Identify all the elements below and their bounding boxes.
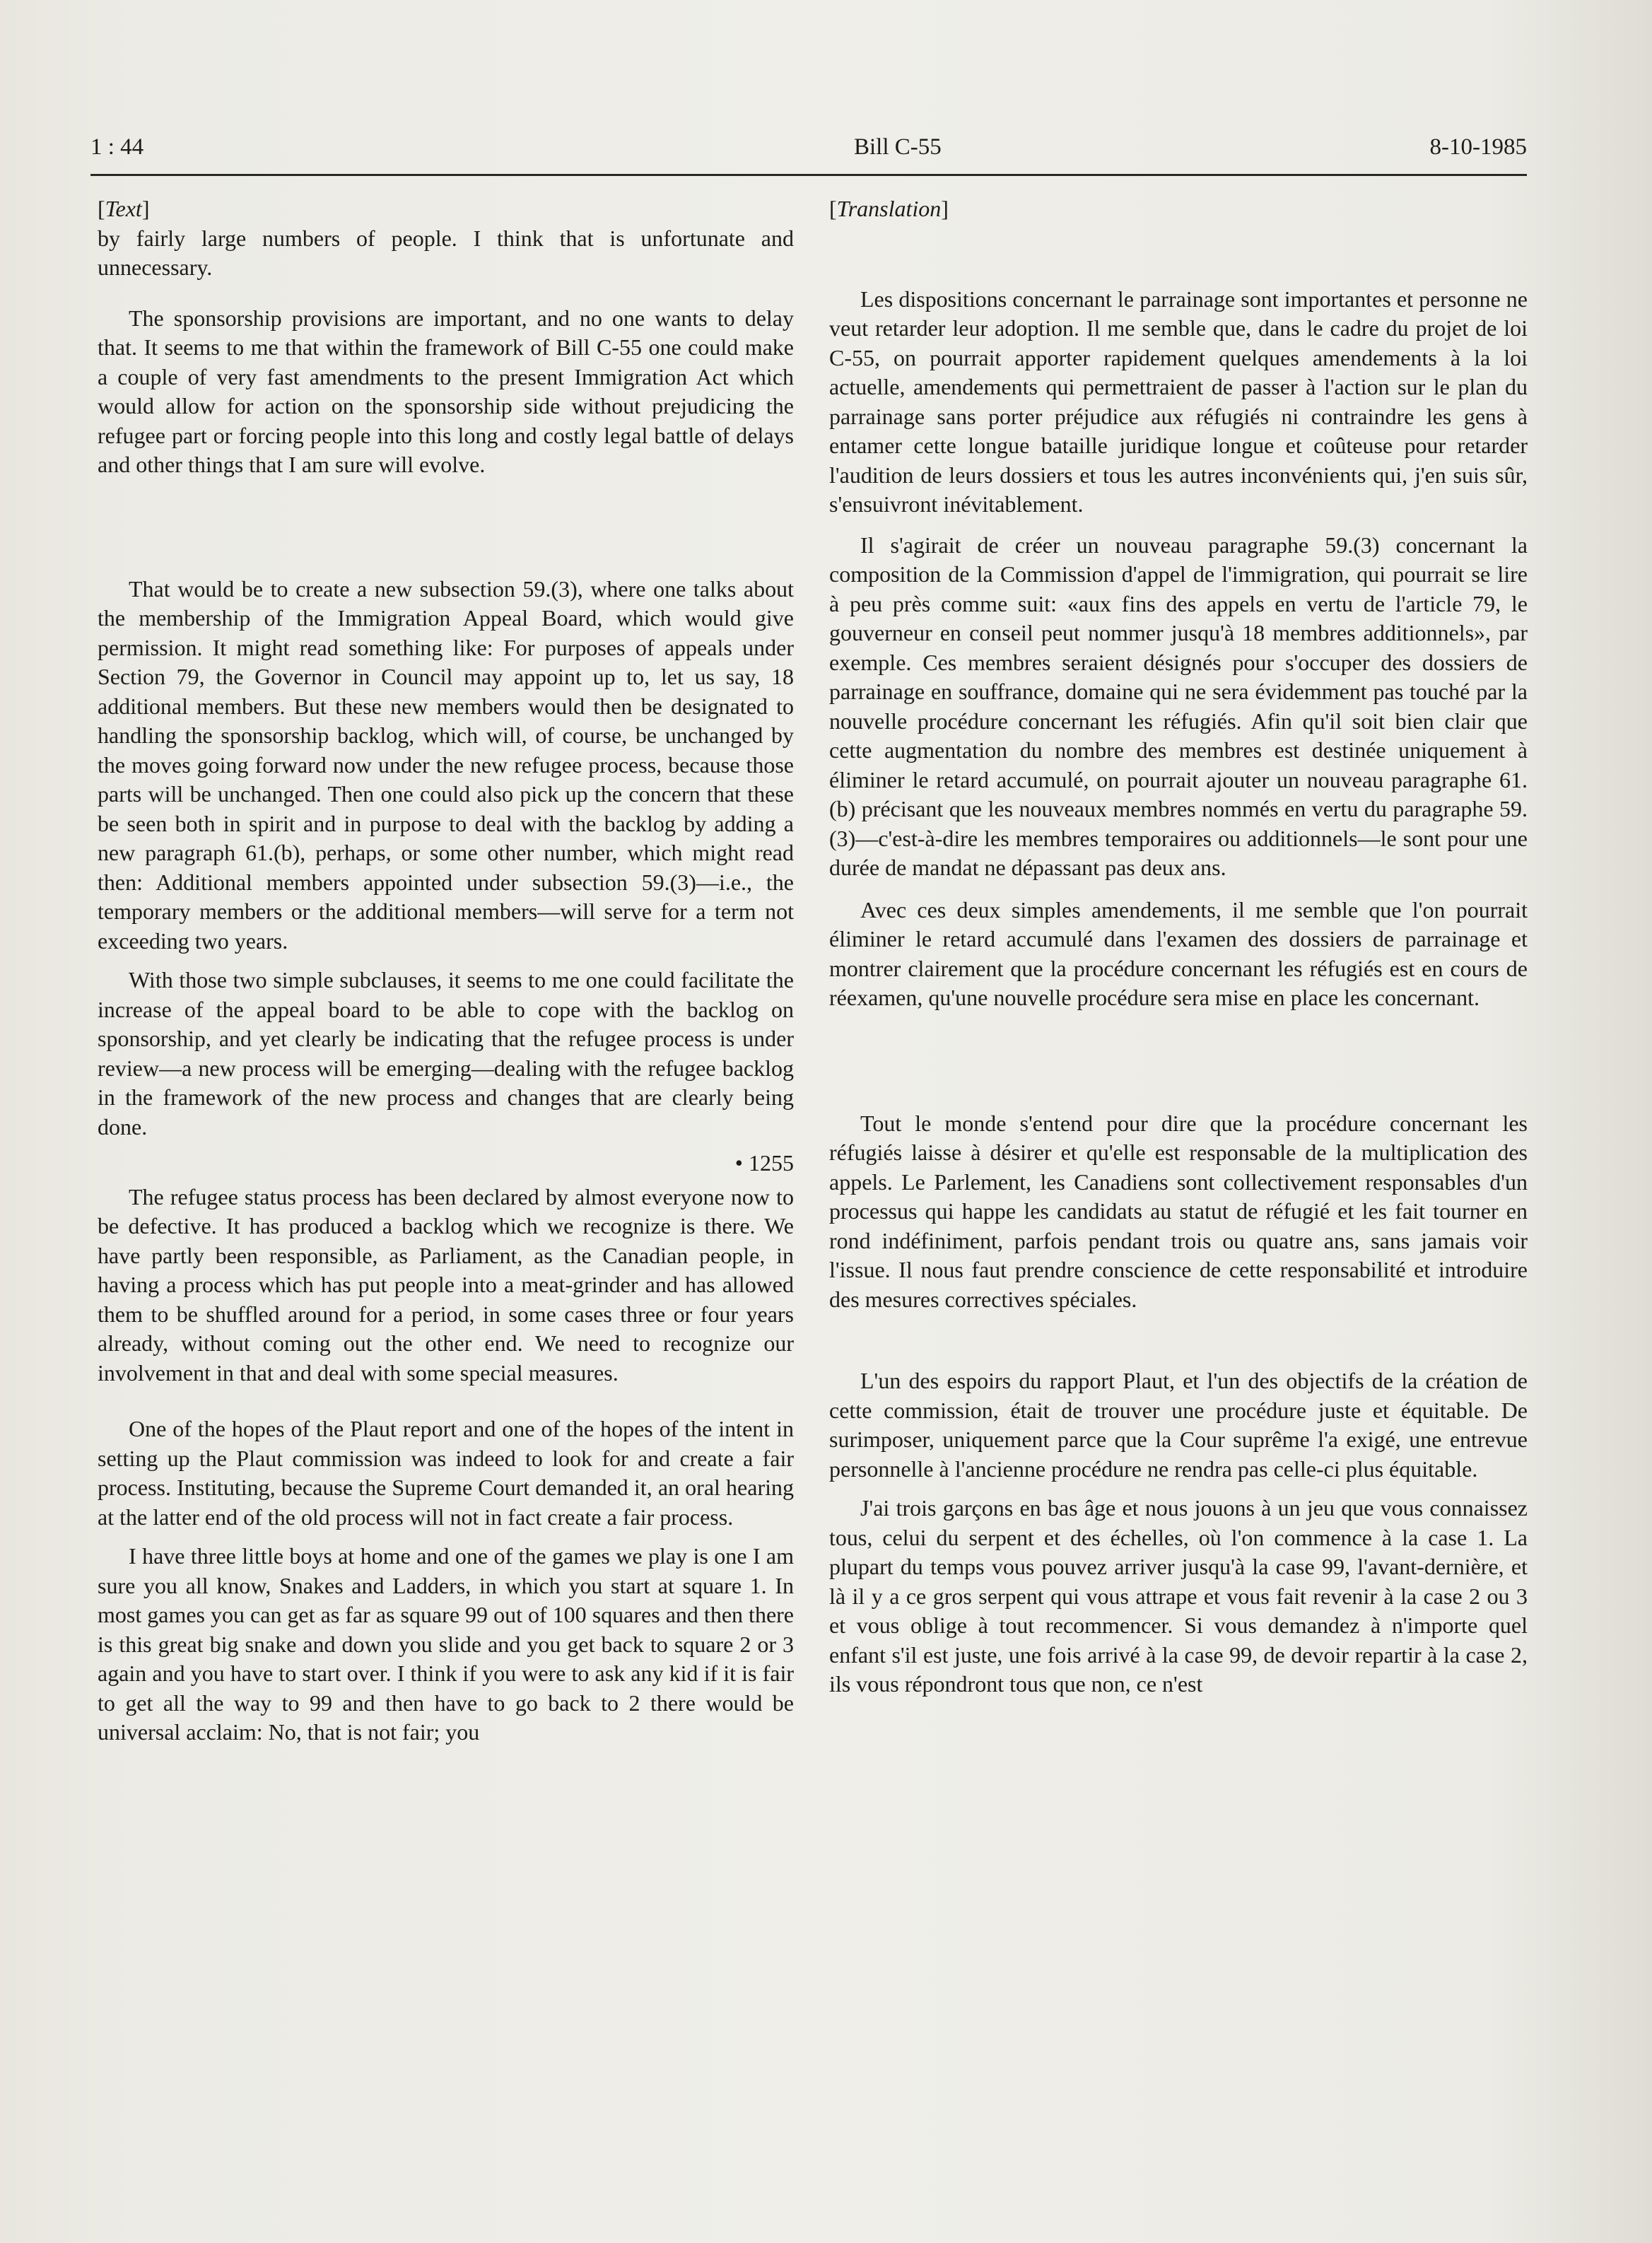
paragraph: One of the hopes of the Plaut report and one of the hopes of the intent in setting up the Plaut commission was indeed to look for and create a fair process. Instituting, because the Supreme Court demanded it, an oral hearing at the latter end of the old process will not in fact create a fair process. (98, 1416, 794, 1530)
paragraph: Avec ces deux simples amendements, il me semble que l'on pourrait éliminer le retard accumulé dans l'examen des dossiers de parrainage et montrer clairement que la procédure concernant les réfugiés est en cours de réexamen, qu'une nouvelle procédure sera mise en place les concernant. (829, 896, 1528, 1010)
paragraph: With those two simple subclauses, it seems to me one could facilitate the increase of the appeal board to be able to cope with the backlog on sponsorship, and yet clearly be indicating that the refugee process is under review—a new process will be emerging—dealing with the refugee backlog in the framework of the new process and changes that are clearly being done. (98, 967, 794, 1140)
paragraph: I have three little boys at home and one of the games we play is one I am sure you all know, Snakes and Ladders, in which you start at square 1. In most games you can get as far as square 99 out of 100 squares and then there is this great big snake and down you slide and you get back to square 2 or 3 again and you have to start over. I think if you were to ask any kid if it is fair to get all the way to 99 and then have to go back to 2 there would be universal acclaim: No, that is not fair; you (98, 1543, 794, 1745)
paragraph: The sponsorship provisions are important, and no one wants to delay that. It seems to me that within the framework of Bill C-55 one could make a couple of very fast amendments to the present Immigration Act which would allow for action on the sponsorship side without prejudicing the refugee part or forcing people into this long and costly legal battle of delays and other things that I am sure will evolve. (98, 305, 794, 477)
page-header (90, 124, 1527, 176)
header-date: 8-10-1985 (1429, 134, 1527, 160)
paragraph: by fairly large numbers of people. I think that is unfortunate and unnecessary. (98, 225, 794, 280)
paragraph: Tout le monde s'entend pour dire que la procédure concernant les réfugiés laisse à désirer et qu'elle est responsable de la multiplication des appels. Le Parlement, les Canadiens sont collectivement responsables d'un processus qui happe les candidats au statut de réfugié et les fait tourner en rond indéfiniment, parfois pendant trois ou quatre ans, sans jamais voir l'issue. Il nous faut prendre conscience de cette responsabilité et introduire des mesures correctives spéciales. (829, 1110, 1528, 1312)
english-column (98, 194, 794, 1747)
paragraph: The refugee status process has been declared by almost everyone now to be defective. It has produced a backlog which we recognize is there. We have partly been responsible, as Parliament, as the Canadian people, in having a process which has put people into a meat-grinder and has allowed them to be shuffled around for a period, in some cases three or four years already, without coming out the other end. We need to recognize our involvement in that and deal with some special measures. (98, 1183, 794, 1386)
page-number: 1 : 44 (90, 134, 144, 160)
time-marker: • 1255 (734, 1150, 794, 1176)
french-column (829, 194, 1528, 1699)
paragraph: That would be to create a new subsection 59.(3), where one talks about the membership of the Immigration Appeal Board, which would give permission. It might read something like: For purposes of appeals under Section 79, the Governor in Council may appoint up to, let us say, 18 additional members. But these new members would then be designated to handling the sponsorship backlog, which will, of course, be unchanged by the moves going forward now under the new refugee process, because those parts will be unchanged. Then one could also pick up the concern that these be seen both in spirit and in purpose to deal with the backlog by adding a new paragraph 61.(b), perhaps, or some other number, which might read then: Additional members appointed under subsection 59.(3)—i.e., the temporary members or the additional members—will serve for a term not exceeding two years. (98, 575, 794, 954)
column-label-text: [Text] (98, 196, 150, 221)
paragraph: L'un des espoirs du rapport Plaut, et l'un des objectifs de la création de cette commission, était de trouver une procédure juste et équitable. De surimposer, uniquement parce que la Cour suprême l'a exigé, une entrevue personnelle à l'ancienne procédure ne rendra pas celle-ci plus équitable. (829, 1368, 1528, 1482)
column-label-translation: [Translation] (829, 196, 949, 221)
paragraph: J'ai trois garçons en bas âge et nous jouons à un jeu que vous connaissez tous, celui du serpent et des échelles, où l'on commence à la case 1. La plupart du temps vous pouvez arriver jusqu'à la case 99, l'avant-dernière, et là il y a ce gros serpent qui vous attrape et vous fait revenir à la case 2 ou 3 et vous oblige à tout recommencer. Si vous demandez à n'importe quel enfant s'il est juste, une fois arrivé à la case 99, de devoir repartir à la case 2, ils vous répondront tous que non, ce n'est (829, 1495, 1528, 1697)
paragraph: Les dispositions concernant le parrainage sont importantes et personne ne veut retarder leur adoption. Il me semble que, dans le cadre du projet de loi C-55, on pourrait apporter rapidement quelques amendements à la loi actuelle, amendements qui permettraient de passer à l'action sur le plan du parrainage sans porter préjudice aux réfugiés ni contraindre les gens à entamer cette longue bataille juridique longue et coûteuse pour retarder l'audition de leurs dossiers et tous les autres inconvénients qui, j'en suis sûr, s'ensuivront inévitablement. (829, 286, 1528, 517)
bill-title: Bill C-55 (854, 134, 942, 160)
paragraph: Il s'agirait de créer un nouveau paragraphe 59.(3) concernant la composition de la Commission d'appel de l'immigration, qui pourrait se lire à peu près comme suit: «aux fins des appels en vertu de l'article 79, le gouverneur en conseil peut nommer jusqu'à 18 membres additionnels», par exemple. Ces membres seraient désignés pour s'occuper des dossiers de parrainage en souffrance, domaine qui ne sera évidemment pas touché par la nouvelle procédure concernant les réfugiés. Afin qu'il soit bien clair que cette augmentation du nombre des membres est destinée uniquement à éliminer le retard accumulé, on pourrait ajouter un nouveau paragraphe 61.(b) précisant que les nouveaux membres nommés en vertu du paragraphe 59.(3)—c'est-à-dire les membres temporaires ou additionnels—le sont pour une durée de mandat ne dépassant pas deux ans. (829, 532, 1528, 880)
